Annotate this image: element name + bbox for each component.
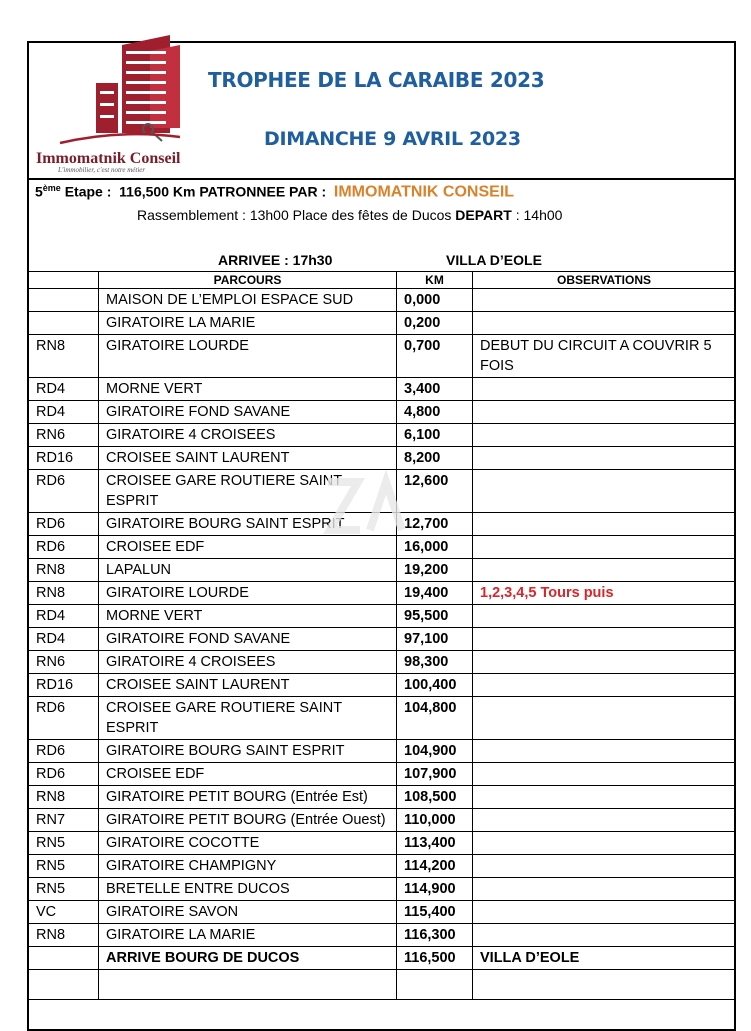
observation-cell bbox=[473, 970, 736, 1000]
table-row bbox=[29, 901, 736, 924]
place-cell: CROISEE EDF bbox=[99, 536, 397, 559]
km-cell: 3,400 bbox=[397, 378, 473, 401]
table-row bbox=[29, 855, 736, 878]
km-cell: 0,200 bbox=[397, 312, 473, 335]
road-cell: RN8 bbox=[29, 582, 99, 605]
table-row bbox=[29, 832, 736, 855]
observation-cell bbox=[473, 878, 736, 901]
road-cell: RD4 bbox=[29, 605, 99, 628]
km-cell: 19,400 bbox=[397, 582, 473, 605]
depart-time: : 14h00 bbox=[511, 207, 563, 223]
place-cell: GIRATOIRE PETIT BOURG (Entrée Est) bbox=[99, 786, 397, 809]
road-cell bbox=[29, 289, 99, 312]
km-cell: 107,900 bbox=[397, 763, 473, 786]
table-row bbox=[29, 289, 736, 312]
place-cell: CROISEE GARE ROUTIERE SAINT ESPRIT bbox=[99, 697, 397, 740]
table-row bbox=[29, 786, 736, 809]
table-row bbox=[29, 878, 736, 901]
road-cell bbox=[29, 970, 99, 1000]
event-title: TROPHEE DE LA CARAIBE 2023 bbox=[208, 68, 545, 92]
km-cell: 116,500 bbox=[397, 947, 473, 970]
km-cell: 115,400 bbox=[397, 901, 473, 924]
column-header-parcours: PARCOURS bbox=[99, 272, 397, 289]
road-cell: RN8 bbox=[29, 786, 99, 809]
observation-cell bbox=[473, 674, 736, 697]
sponsor-name: IMMOMATNIK CONSEIL bbox=[333, 183, 515, 201]
road-cell: RD4 bbox=[29, 628, 99, 651]
table-row bbox=[29, 651, 736, 674]
observation-cell bbox=[473, 289, 736, 312]
observation-cell bbox=[473, 924, 736, 947]
km-cell: 98,300 bbox=[397, 651, 473, 674]
road-cell: RN5 bbox=[29, 878, 99, 901]
place-cell: CROISEE SAINT LAURENT bbox=[99, 674, 397, 697]
place-cell: MAISON DE L’EMPLOI ESPACE SUD bbox=[99, 289, 397, 312]
km-cell: 116,300 bbox=[397, 924, 473, 947]
rally-info bbox=[137, 207, 562, 223]
table-row bbox=[29, 559, 736, 582]
observation-cell bbox=[473, 605, 736, 628]
km-cell: 113,400 bbox=[397, 832, 473, 855]
road-cell: RN8 bbox=[29, 559, 99, 582]
table-row bbox=[29, 447, 736, 470]
watermark-logo bbox=[318, 470, 418, 550]
route-table-body bbox=[29, 289, 736, 1000]
km-cell: 12,600 bbox=[397, 470, 473, 513]
place-cell: GIRATOIRE FOND SAVANE bbox=[99, 401, 397, 424]
observation-cell bbox=[473, 763, 736, 786]
table-row bbox=[29, 605, 736, 628]
km-cell: 0,000 bbox=[397, 289, 473, 312]
observation-cell bbox=[473, 832, 736, 855]
table-row bbox=[29, 628, 736, 651]
road-cell: RN6 bbox=[29, 651, 99, 674]
stage-distance: 116,500 Km PATRONNEE PAR : bbox=[119, 183, 327, 200]
observation-cell bbox=[473, 536, 736, 559]
road-cell bbox=[29, 947, 99, 970]
road-cell: RD6 bbox=[29, 513, 99, 536]
column-header-km: KM bbox=[397, 272, 473, 289]
road-cell: RN5 bbox=[29, 832, 99, 855]
observation-cell bbox=[473, 628, 736, 651]
place-cell: GIRATOIRE COCOTTE bbox=[99, 832, 397, 855]
road-cell: RD6 bbox=[29, 536, 99, 559]
observation-cell bbox=[473, 312, 736, 335]
place-cell: GIRATOIRE CHAMPIGNY bbox=[99, 855, 397, 878]
stage-label: Etape : bbox=[64, 183, 112, 200]
km-cell: 0,700 bbox=[397, 335, 473, 378]
road-cell: RD4 bbox=[29, 378, 99, 401]
logo-name: Immomatnik Conseil bbox=[36, 150, 181, 167]
place-cell: LAPALUN bbox=[99, 559, 397, 582]
event-date: DIMANCHE 9 AVRIL 2023 bbox=[264, 128, 521, 150]
road-cell: RN5 bbox=[29, 855, 99, 878]
place-cell: MORNE VERT bbox=[99, 378, 397, 401]
place-cell: MORNE VERT bbox=[99, 605, 397, 628]
place-cell: ARRIVE BOURG DE DUCOS bbox=[99, 947, 397, 970]
observation-cell bbox=[473, 424, 736, 447]
km-cell: 108,500 bbox=[397, 786, 473, 809]
column-header-road bbox=[29, 272, 99, 289]
observation-cell bbox=[473, 513, 736, 536]
road-cell: RN7 bbox=[29, 809, 99, 832]
table-row bbox=[29, 697, 736, 740]
km-cell: 16,000 bbox=[397, 536, 473, 559]
place-cell: GIRATOIRE BOURG SAINT ESPRIT bbox=[99, 513, 397, 536]
road-cell: RD6 bbox=[29, 470, 99, 513]
km-cell: 4,800 bbox=[397, 401, 473, 424]
stage-number: 5 bbox=[35, 183, 43, 200]
road-cell: RN6 bbox=[29, 424, 99, 447]
road-cell: RD16 bbox=[29, 447, 99, 470]
table-row bbox=[29, 378, 736, 401]
km-cell: 95,500 bbox=[397, 605, 473, 628]
place-cell: GIRATOIRE 4 CROISEES bbox=[99, 424, 397, 447]
observation-cell: VILLA D’EOLE bbox=[473, 947, 736, 970]
road-cell: RD6 bbox=[29, 740, 99, 763]
km-cell: 104,900 bbox=[397, 740, 473, 763]
km-cell: 114,900 bbox=[397, 878, 473, 901]
rally-text: Rassemblement : 13h00 Place des fêtes de Ducos bbox=[137, 207, 456, 223]
arrival-time: ARRIVEE : 17h30 bbox=[218, 252, 333, 268]
place-cell: CROISEE GARE ROUTIERE SAINT ESPRIT bbox=[99, 470, 397, 513]
table-row bbox=[29, 809, 736, 832]
road-cell: RD16 bbox=[29, 674, 99, 697]
stage-suffix: ème bbox=[42, 183, 61, 193]
place-cell: GIRATOIRE 4 CROISEES bbox=[99, 651, 397, 674]
table-row bbox=[29, 674, 736, 697]
place-cell bbox=[99, 970, 397, 1000]
observation-cell bbox=[473, 786, 736, 809]
table-row bbox=[29, 335, 736, 378]
observation-cell bbox=[473, 855, 736, 878]
place-cell: GIRATOIRE LA MARIE bbox=[99, 924, 397, 947]
place-cell: GIRATOIRE LOURDE bbox=[99, 335, 397, 378]
road-cell: RD4 bbox=[29, 401, 99, 424]
route-table bbox=[28, 271, 736, 1000]
observation-cell bbox=[473, 447, 736, 470]
km-cell: 110,000 bbox=[397, 809, 473, 832]
table-header-row bbox=[29, 272, 736, 289]
km-cell: 12,700 bbox=[397, 513, 473, 536]
road-cell: VC bbox=[29, 901, 99, 924]
column-header-observations: OBSERVATIONS bbox=[473, 272, 736, 289]
road-cell: RN8 bbox=[29, 924, 99, 947]
observation-cell bbox=[473, 470, 736, 513]
observation-cell bbox=[473, 740, 736, 763]
place-cell: GIRATOIRE LOURDE bbox=[99, 582, 397, 605]
km-cell: 97,100 bbox=[397, 628, 473, 651]
table-row bbox=[29, 970, 736, 1000]
observation-cell: 1,2,3,4,5 Tours puis bbox=[473, 582, 736, 605]
table-row bbox=[29, 763, 736, 786]
km-cell: 8,200 bbox=[397, 447, 473, 470]
observation-cell bbox=[473, 697, 736, 740]
km-cell: 19,200 bbox=[397, 559, 473, 582]
observation-cell bbox=[473, 809, 736, 832]
arrival-place: VILLA D’EOLE bbox=[446, 252, 542, 268]
place-cell: GIRATOIRE LA MARIE bbox=[99, 312, 397, 335]
road-cell: RD6 bbox=[29, 763, 99, 786]
place-cell: GIRATOIRE BOURG SAINT ESPRIT bbox=[99, 740, 397, 763]
header-divider bbox=[27, 178, 736, 180]
road-cell bbox=[29, 312, 99, 335]
table-row bbox=[29, 740, 736, 763]
place-cell: GIRATOIRE PETIT BOURG (Entrée Ouest) bbox=[99, 809, 397, 832]
place-cell: GIRATOIRE FOND SAVANE bbox=[99, 628, 397, 651]
logo-tagline: L'immobilier, c'est notre métier bbox=[58, 166, 146, 174]
observation-cell bbox=[473, 401, 736, 424]
place-cell: GIRATOIRE SAVON bbox=[99, 901, 397, 924]
table-row bbox=[29, 401, 736, 424]
table-row bbox=[29, 924, 736, 947]
place-cell: BRETELLE ENTRE DUCOS bbox=[99, 878, 397, 901]
stage-info bbox=[35, 183, 514, 202]
km-cell: 114,200 bbox=[397, 855, 473, 878]
road-cell: RN8 bbox=[29, 335, 99, 378]
observation-cell bbox=[473, 651, 736, 674]
km-cell bbox=[397, 970, 473, 1000]
km-cell: 104,800 bbox=[397, 697, 473, 740]
road-cell: RD6 bbox=[29, 697, 99, 740]
km-cell: 6,100 bbox=[397, 424, 473, 447]
observation-cell bbox=[473, 559, 736, 582]
observation-cell bbox=[473, 378, 736, 401]
depart-label: DEPART bbox=[455, 207, 512, 223]
table-row bbox=[29, 312, 736, 335]
km-cell: 100,400 bbox=[397, 674, 473, 697]
table-row bbox=[29, 947, 736, 970]
table-row bbox=[29, 582, 736, 605]
table-row bbox=[29, 424, 736, 447]
place-cell: CROISEE EDF bbox=[99, 763, 397, 786]
observation-cell bbox=[473, 901, 736, 924]
place-cell: CROISEE SAINT LAURENT bbox=[99, 447, 397, 470]
observation-cell: DEBUT DU CIRCUIT A COUVRIR 5 FOIS bbox=[473, 335, 736, 378]
